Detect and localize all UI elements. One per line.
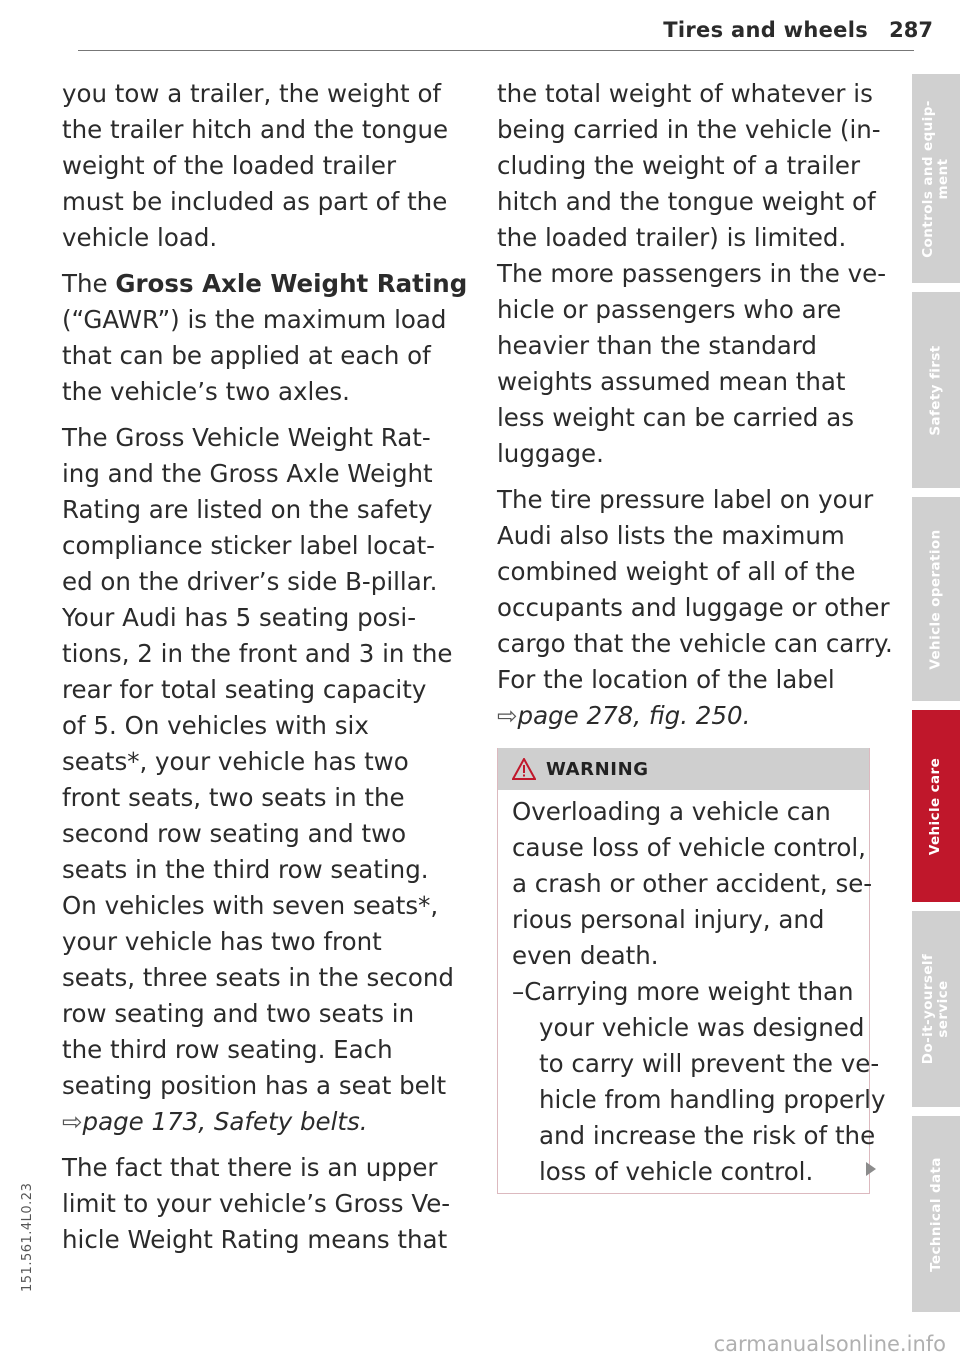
text-line — [62, 266, 467, 302]
warning-triangle-icon — [512, 758, 536, 780]
text-line: you tow a trailer, the weight of — [62, 79, 442, 108]
tab-label: service — [935, 980, 951, 1038]
text-line: occupants and luggage or other — [497, 593, 890, 622]
text-line: even death. — [512, 941, 659, 970]
text-line: Audi also lists the maximum — [497, 521, 845, 550]
gawr-lead: The — [62, 269, 116, 298]
text-line: hicle from handling properly — [539, 1085, 886, 1114]
text-line: cluding the weight of a trailer — [497, 151, 861, 180]
text-line: that can be applied at each of — [62, 341, 431, 370]
text-line: The fact that there is an upper — [62, 1153, 438, 1182]
text-line: less weight can be carried as — [497, 403, 854, 432]
text-line: to carry will prevent the ve- — [539, 1049, 880, 1078]
text-line: your vehicle was designed — [539, 1013, 865, 1042]
text-line: The more passengers in the ve- — [497, 259, 887, 288]
text-line: limit to your vehicle’s Gross Ve- — [62, 1189, 451, 1218]
continued-arrow-icon — [866, 1162, 876, 1176]
tab-label: Safety first — [927, 344, 944, 436]
text-line: vehicle load. — [62, 223, 218, 252]
text-line: being carried in the vehicle (in- — [497, 115, 881, 144]
text-line: loss of vehicle control. — [539, 1157, 814, 1186]
text-line: rious personal injury, and — [512, 905, 825, 934]
tab-label: Vehicle operation — [927, 528, 944, 670]
text-line: must be included as part of the — [62, 187, 448, 216]
tab-controls-and-equipment[interactable] — [912, 74, 960, 283]
tab-do-it-yourself-service[interactable] — [912, 911, 960, 1107]
text-line: luggage. — [497, 439, 604, 468]
paragraph-total-weight — [497, 76, 887, 472]
text-line: hicle Weight Rating means that — [62, 1225, 448, 1254]
text-line: compliance sticker label locat- — [62, 531, 436, 560]
text-line: heavier than the standard — [497, 331, 817, 360]
text-line: ing and the Gross Axle Weight — [62, 459, 433, 488]
text-line: a crash or other accident, se- — [512, 869, 873, 898]
text-line: cause loss of vehicle control, — [512, 833, 866, 862]
text-line: combined weight of all of the — [497, 557, 856, 586]
text-line: Overloading a vehicle can — [512, 797, 831, 826]
page-reference-text: page 278, fig. 250. — [517, 701, 751, 730]
paragraph-tire-pressure-label — [497, 482, 893, 734]
text-line: weights assumed mean that — [497, 367, 846, 396]
tab-technical-data[interactable] — [912, 1116, 960, 1312]
tab-vehicle-operation[interactable] — [912, 497, 960, 701]
page-reference-link[interactable] — [497, 698, 877, 734]
tab-label: Technical data — [927, 1156, 944, 1272]
text-line: ed on the driver’s side B-pillar. — [62, 567, 438, 596]
text-line: second row seating and two — [62, 819, 407, 848]
header-rule — [78, 50, 914, 51]
tab-label: Controls and equip- — [920, 99, 936, 258]
tab-label: Vehicle care — [927, 757, 944, 855]
tab-vehicle-care[interactable] — [912, 710, 960, 902]
text-line: The Gross Vehicle Weight Rat- — [62, 423, 431, 452]
text-line: seats, three seats in the second — [62, 963, 454, 992]
warning-box — [497, 748, 886, 1194]
text-line: The tire pressure label on your — [497, 485, 874, 514]
document-code: 151.561.4L0.23 — [20, 1182, 35, 1292]
text-line: On vehicles with seven seats*, — [62, 891, 439, 920]
page-reference-text: page 173, Safety belts. — [82, 1107, 368, 1136]
text-line: seats*, your vehicle has two — [62, 747, 409, 776]
text-line: tions, 2 in the front and 3 in the — [62, 639, 453, 668]
text-line: hitch and the tongue weight of — [497, 187, 876, 216]
warning-title: WARNING — [546, 758, 649, 780]
page-number: 287 — [889, 18, 933, 42]
arrow-right-icon: ⇨ — [62, 1107, 83, 1136]
text-line: seats in the third row seating. — [62, 855, 429, 884]
text-line: and increase the risk of the — [539, 1121, 876, 1150]
paragraph-upper-limit — [62, 1150, 467, 1258]
tab-safety-first[interactable] — [912, 292, 960, 488]
text-line: the total weight of whatever is — [497, 79, 873, 108]
text-line: the third row seating. Each — [62, 1035, 393, 1064]
tab-label: Do-it-yourself — [920, 953, 936, 1065]
text-line: Your Audi has 5 seating posi- — [62, 603, 417, 632]
gawr-term: Gross Axle Weight Rating — [115, 269, 468, 298]
page-reference-link[interactable] — [62, 1104, 467, 1140]
paragraph-gawr — [62, 266, 467, 410]
text-line: For the location of the label — [497, 665, 835, 694]
arrow-right-icon: ⇨ — [497, 701, 518, 730]
warning-bullet: –Carrying more weight than — [512, 977, 854, 1006]
text-line: Rating are listed on the safety — [62, 495, 433, 524]
text-line: row seating and two seats in — [62, 999, 415, 1028]
right-column — [497, 76, 893, 734]
text-line: of 5. On vehicles with six — [62, 711, 369, 740]
text-line: cargo that the vehicle can carry. — [497, 629, 893, 658]
paragraph-trailer-load — [62, 76, 467, 256]
text-line: rear for total seating capacity — [62, 675, 427, 704]
text-line: your vehicle has two front — [62, 927, 382, 956]
left-column — [62, 76, 467, 1258]
text-line: front seats, two seats in the — [62, 783, 405, 812]
page-section-title: Tires and wheels — [663, 18, 868, 42]
tab-label: ment — [935, 158, 951, 199]
text-line: the loaded trailer) is limited. — [497, 223, 847, 252]
text-line: the vehicle’s two axles. — [62, 377, 350, 406]
warning-header — [498, 748, 869, 790]
paragraph-seating — [62, 420, 467, 1140]
text-line: hicle or passengers who are — [497, 295, 842, 324]
text-line: seating position has a seat belt — [62, 1071, 447, 1100]
watermark: carmanualsonline.info — [713, 1332, 946, 1356]
text-line: (“GAWR”) is the maximum load — [62, 305, 447, 334]
warning-body — [498, 790, 886, 1190]
text-line: the trailer hitch and the tongue — [62, 115, 449, 144]
text-line: weight of the loaded trailer — [62, 151, 397, 180]
